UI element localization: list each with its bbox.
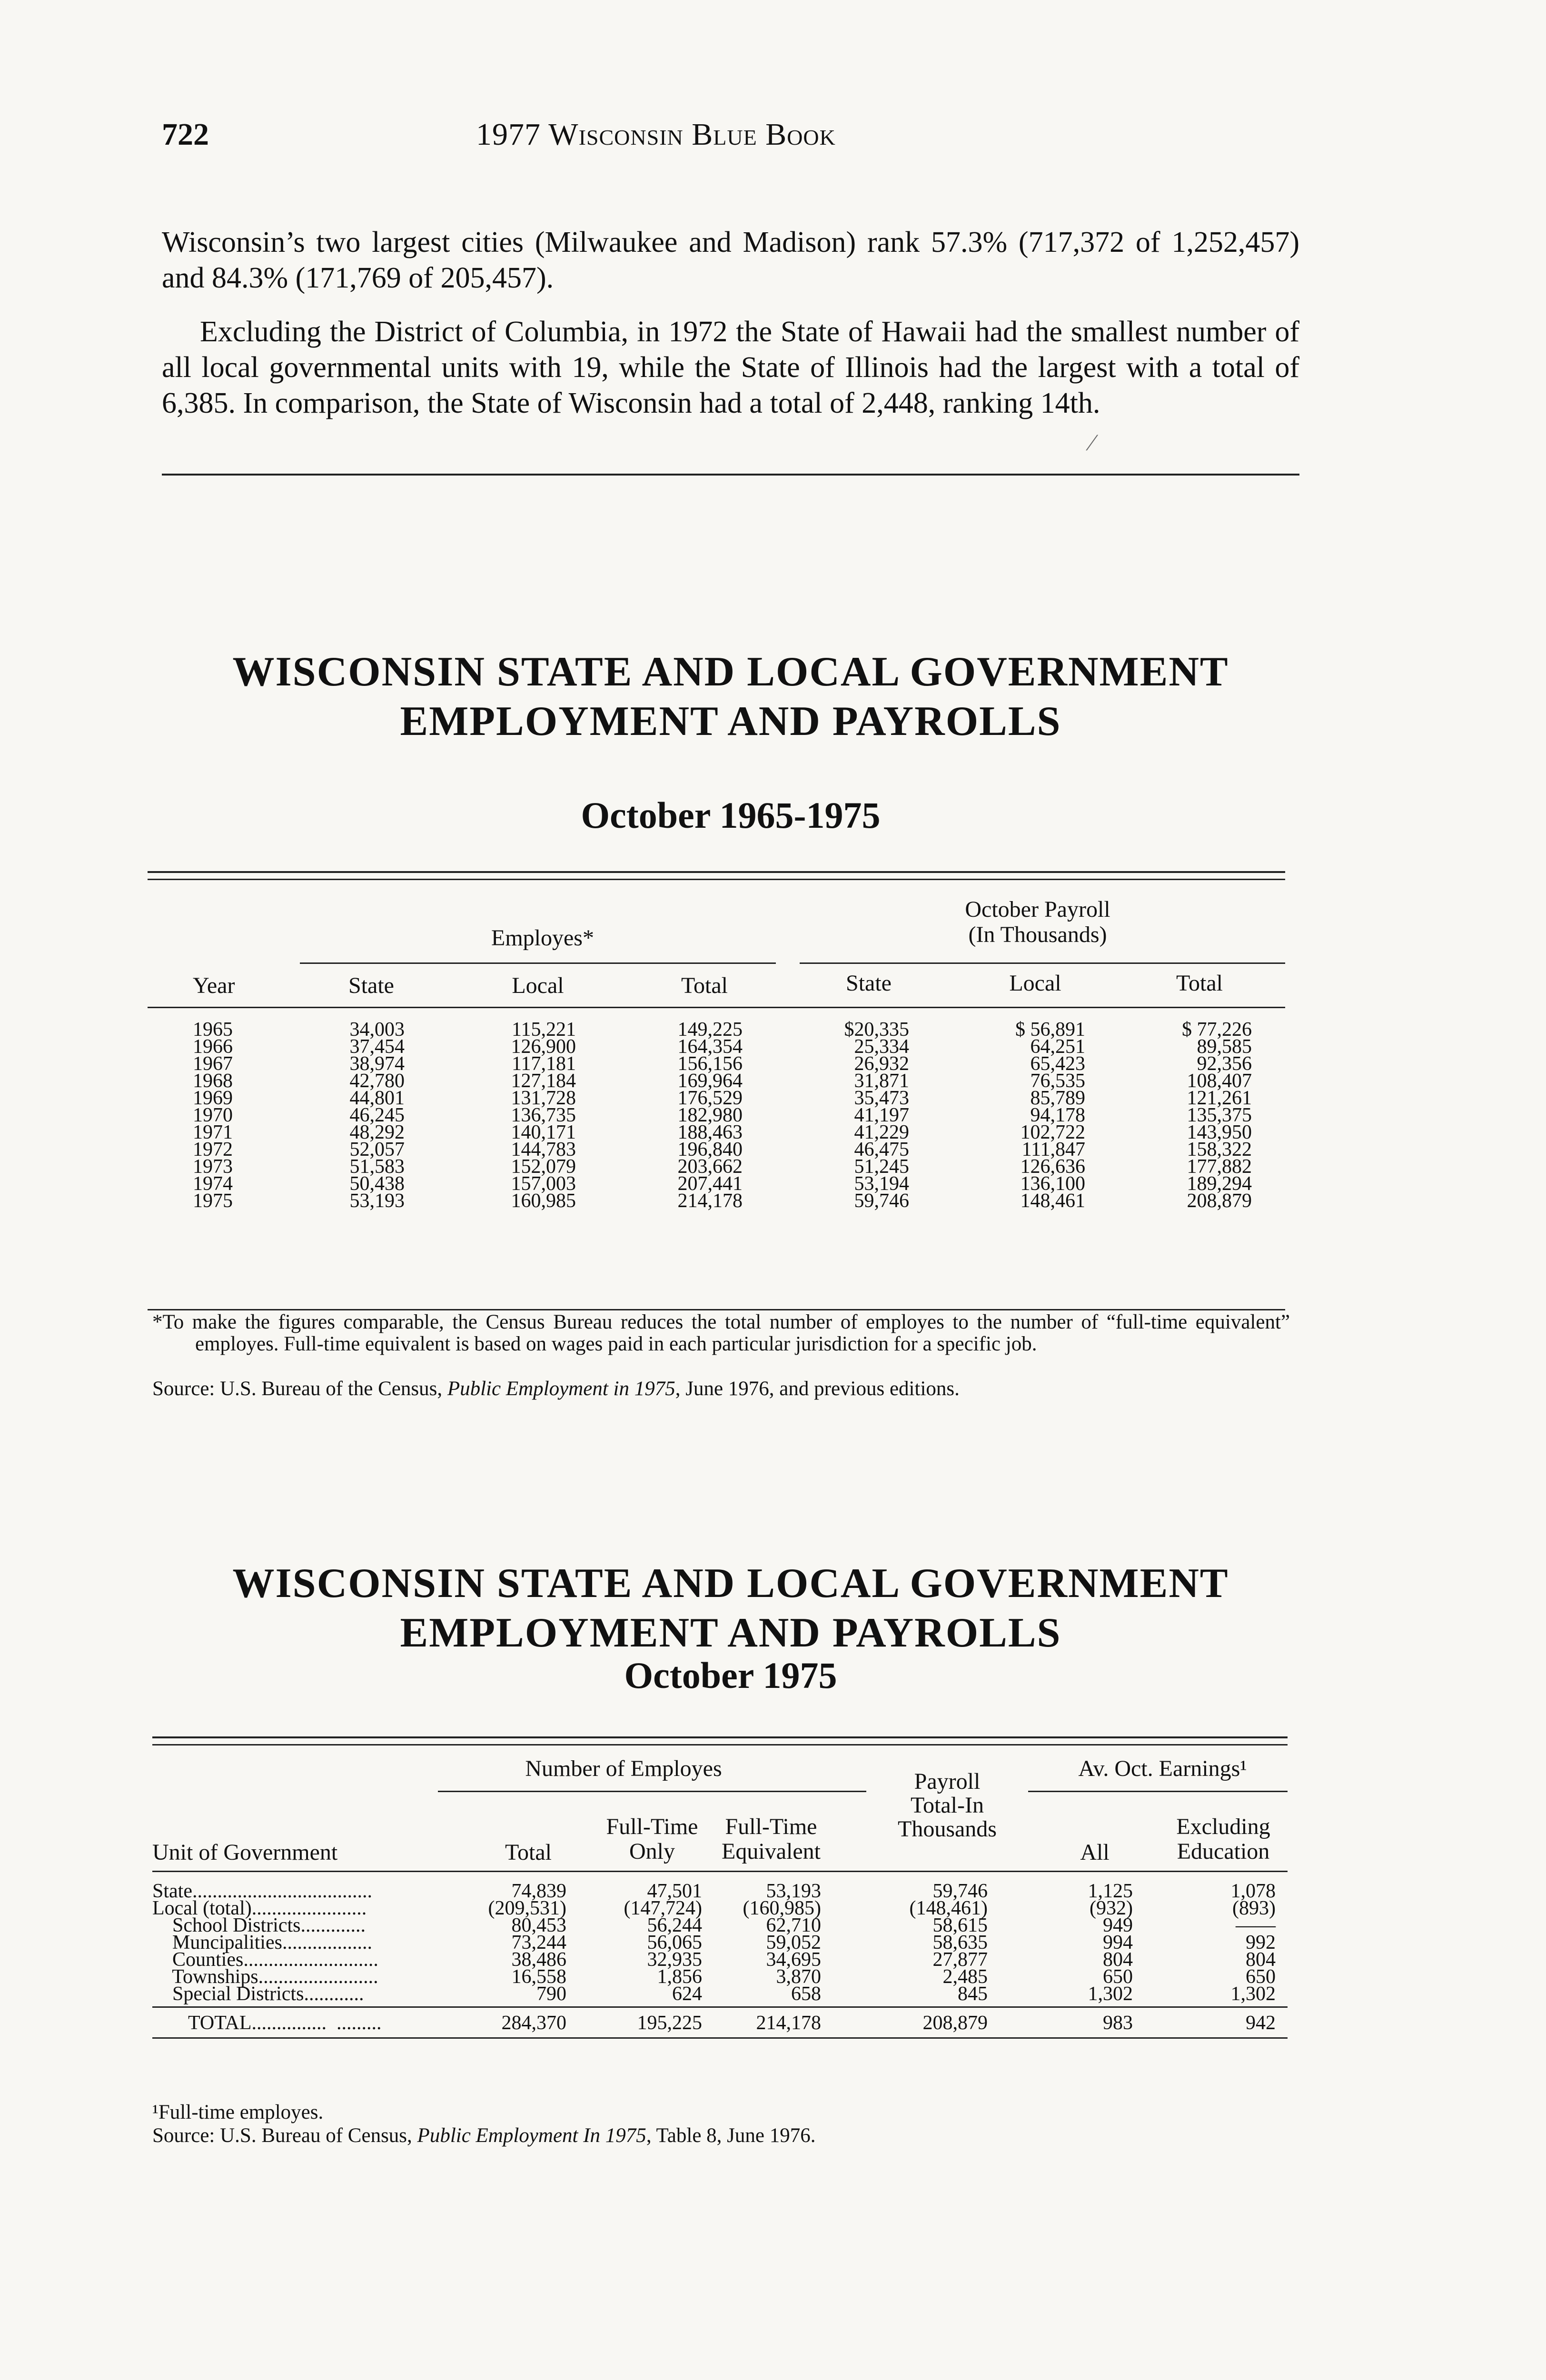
table2-total-payroll: 208,879 xyxy=(922,2012,988,2034)
table2-units: State.................................... Local (total)....................... School Districts............. Muncipalities.................. Counties........................... Townships........................ Special Districts............ xyxy=(152,1880,378,2005)
table1-subtitle: October 1965-1975 xyxy=(581,794,881,836)
table2-group-earnings: Av. Oct. Earnings¹ xyxy=(1078,1756,1247,1781)
table1-source-title: Public Employment in 1975 xyxy=(447,1378,675,1400)
table2-fte: 53,193 (160,985) 62,710 59,052 34,695 3,870 658 xyxy=(743,1880,821,2005)
table1-group-payroll-1: October Payroll xyxy=(965,897,1110,922)
table1-col-pay-state: State xyxy=(846,971,892,996)
table1-col-year: Year xyxy=(193,973,235,998)
table2-employes-rule xyxy=(438,1791,866,1792)
page-number: 722 xyxy=(162,117,209,152)
table1-source-suffix: , June 1976, and previous editions. xyxy=(675,1378,960,1400)
table1-group-employes: Employes* xyxy=(491,925,594,951)
table1-emp-total: 149,225 164,354 156,156 169,964 176,529 182,980 188,463 196,840 203,662 207,441 214,178 xyxy=(677,1019,743,1212)
table1-source-prefix: Source: U.S. Bureau of the Census, xyxy=(152,1378,447,1400)
table2-group-employes: Number of Employes xyxy=(525,1756,722,1781)
table1-footnote: *To make the figures comparable, the Census Bureau reduces the total number of employes to the number of “full-time equivalent” employes. Full-time equivalent is based on wages paid in each particular jurisdiction for a specific job. xyxy=(152,1311,1290,1355)
table2-source-title: Public Employment In 1975 xyxy=(417,2124,646,2147)
table2-total-fte: 214,178 xyxy=(756,2012,821,2034)
table1-bottom-rule xyxy=(148,1309,1285,1310)
table1-pay-total: $ 77,226 89,585 92,356 108,407 121,261 135,375 143,950 158,322 177,882 189,294 208,879 xyxy=(1182,1019,1252,1212)
table1-col-emp-total: Total xyxy=(681,973,728,998)
table2-total-rule xyxy=(152,2006,1288,2008)
table2-total-label: TOTAL............... ......... xyxy=(188,2012,382,2034)
table1-source xyxy=(152,1378,1295,1400)
table1-group-payroll-2: (In Thousands) xyxy=(968,922,1107,947)
table2-source-prefix: Source: U.S. Bureau of Census, xyxy=(152,2124,417,2147)
table2-title-line1: WISCONSIN STATE AND LOCAL GOVERNMENT xyxy=(232,1560,1229,1606)
table1-emp-state: 34,003 37,454 38,974 42,780 44,801 46,245 48,292 52,057 51,583 50,438 53,193 xyxy=(349,1019,405,1212)
table2-bottom-rule xyxy=(152,2037,1288,2039)
table2-header-rule xyxy=(152,1871,1288,1872)
table1-emp-local: 115,221 126,900 117,181 127,184 131,728 136,735 140,171 144,783 152,079 157,003 160,985 xyxy=(511,1019,576,1212)
table1-top-rule xyxy=(148,871,1285,880)
table2-source-suffix: , Table 8, June 1976. xyxy=(646,2124,816,2147)
table2-col-all: All xyxy=(1080,1840,1110,1865)
table2-col-total: Total xyxy=(505,1840,552,1865)
table2-footnote: ¹Full-time employes. xyxy=(152,2101,324,2123)
table2-total-fulltime: 195,225 xyxy=(637,2012,702,2034)
intro-paragraph-1: Wisconsin’s two largest cities (Milwaukee and Madison) rank 57.3% (717,372 of 1,252,457) and 84.3% (171,769 of 205,457). xyxy=(162,226,1299,294)
table2-earn-all: 1,125 (932) 949 994 804 650 1,302 xyxy=(1088,1880,1133,2005)
table2-earn-excl: 1,078 (893) —— 992 804 650 1,302 xyxy=(1230,1880,1276,2005)
table1-header-rule xyxy=(148,1007,1285,1008)
table1-employes-rule xyxy=(300,962,776,964)
table2-title-line2: EMPLOYMENT AND PAYROLLS xyxy=(400,1610,1061,1656)
table1-col-emp-local: Local xyxy=(512,973,564,998)
table2-title xyxy=(162,1559,1299,1658)
table2-col-unit: Unit of Government xyxy=(152,1840,338,1865)
table2-source xyxy=(152,2125,1295,2147)
table2-fulltime: 47,501 (147,724) 56,244 56,065 32,935 1,856 624 xyxy=(624,1880,702,2005)
table1-pay-state: $20,335 25,334 26,932 31,871 35,473 41,197 41,229 46,475 51,245 53,194 59,746 xyxy=(844,1019,909,1212)
table2-top-rule xyxy=(152,1736,1288,1745)
table2-earnings-rule xyxy=(1028,1791,1288,1792)
table1-col-emp-state: State xyxy=(348,973,394,998)
table1-col-pay-total: Total xyxy=(1176,971,1223,996)
table2-col-fte: Full-Time Equivalent xyxy=(722,1814,821,1864)
table1-col-pay-local: Local xyxy=(1009,971,1061,996)
table1-title-line2: EMPLOYMENT AND PAYROLLS xyxy=(400,698,1061,744)
running-header: 1977 Wisconsin Blue Book xyxy=(476,117,836,152)
table2-payroll: 59,746 (148,461) 58,615 58,635 27,877 2,485 845 xyxy=(909,1880,988,2005)
section-divider xyxy=(162,474,1299,476)
table1-title xyxy=(162,647,1299,746)
table2-total-total: 284,370 xyxy=(501,2012,566,2034)
table1-title-line1: WISCONSIN STATE AND LOCAL GOVERNMENT xyxy=(232,649,1229,695)
table2-total-excl: 942 xyxy=(1246,2012,1276,2034)
pencil-mark: ⁄ xyxy=(1090,429,1094,456)
table2-total-all: 983 xyxy=(1103,2012,1133,2034)
table1-pay-local: $ 56,891 64,251 65,423 76,535 85,789 94,178 102,722 111,847 126,636 136,100 148,461 xyxy=(1015,1019,1085,1212)
table2-col-payroll: Payroll Total-In Thousands xyxy=(898,1769,997,1842)
table2-subtitle: October 1975 xyxy=(624,1655,837,1696)
table2-col-excl: Excluding Education xyxy=(1176,1814,1270,1864)
table2-totals: 74,839 (209,531) 80,453 73,244 38,486 16,558 790 xyxy=(488,1880,566,2005)
table1-years: 1965 1966 1967 1968 1969 1970 1971 1972 1973 1974 1975 xyxy=(193,1019,233,1212)
table2-col-fulltime: Full-Time Only xyxy=(606,1814,698,1864)
intro-paragraph-2: Excluding the District of Columbia, in 1972 the State of Hawaii had the smallest number of all local governmental units with 19, while the State of Illinois had the largest with a total of 6,385. In comparison, the State of Wisconsin had a total of 2,448, ranking 14th. xyxy=(162,316,1299,419)
table1-payroll-rule xyxy=(800,962,1285,964)
